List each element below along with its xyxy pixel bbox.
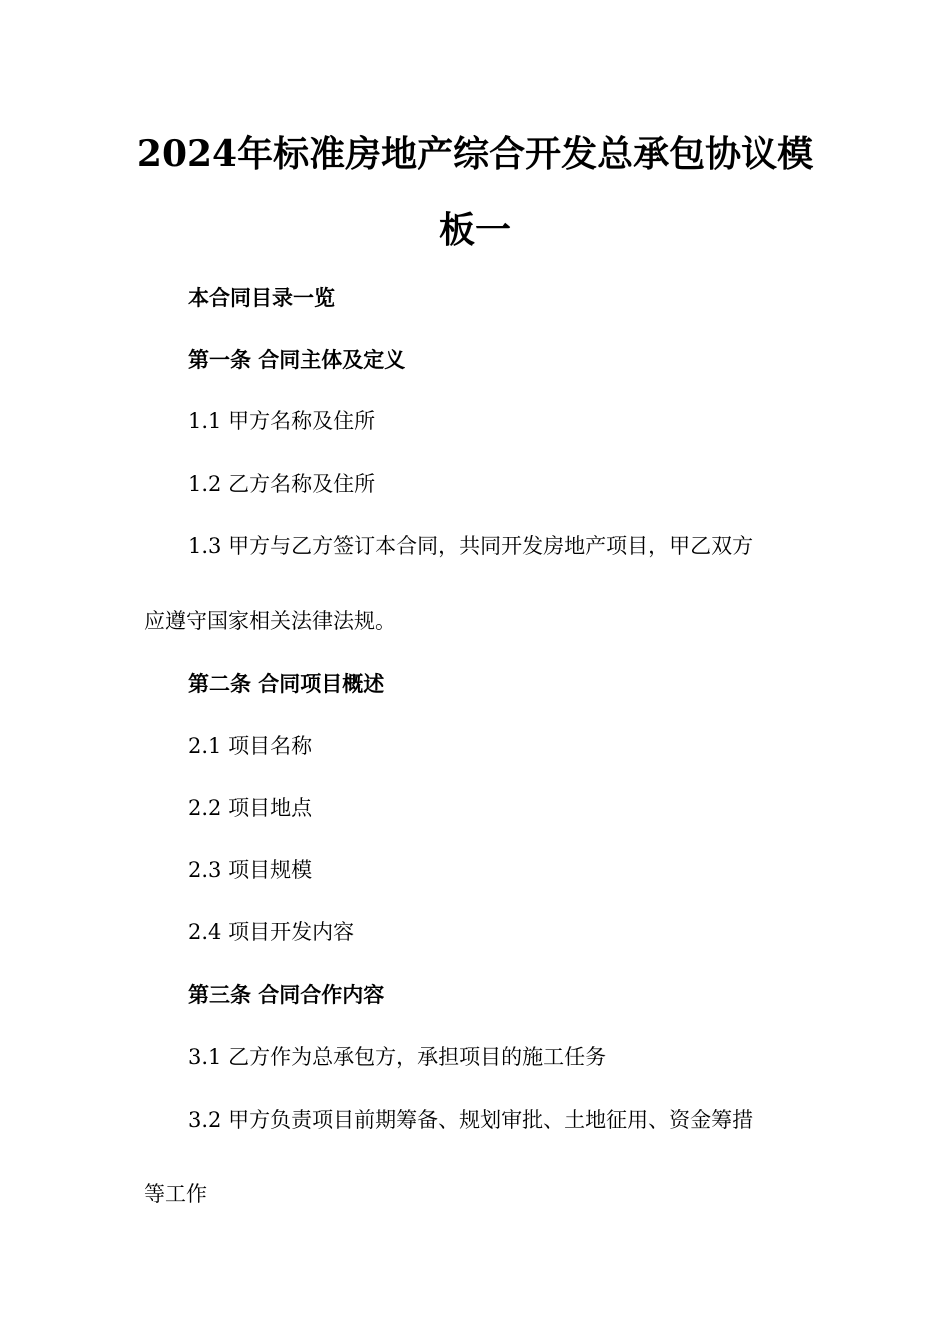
article2-heading: 第二条 合同项目概述: [188, 671, 385, 696]
article3-item-1: 3.1 乙方作为总承包方，承担项目的施工任务: [188, 1045, 607, 1069]
article1-item-3-continuation: 应遵守国家相关法律法规。: [144, 609, 396, 633]
article3-heading: 第三条 合同合作内容: [188, 982, 385, 1007]
article2-item-4: 2.4 项目开发内容: [188, 920, 355, 944]
article2-item-1: 2.1 项目名称: [188, 734, 313, 758]
article2-item-2: 2.2 项目地点: [188, 796, 313, 820]
article1-item-3: 1.3 甲方与乙方签订本合同，共同开发房地产项目，甲乙双方: [188, 534, 754, 558]
toc-heading: 本合同目录一览: [188, 285, 335, 310]
article1-item-2: 1.2 乙方名称及住所: [188, 472, 376, 496]
document-title-line2: 板一: [438, 209, 511, 251]
article1-heading: 第一条 合同主体及定义: [188, 347, 406, 372]
article2-item-3: 2.3 项目规模: [188, 858, 313, 882]
article1-item-1: 1.1 甲方名称及住所: [188, 409, 376, 433]
article3-item-2: 3.2 甲方负责项目前期筹备、规划审批、土地征用、资金筹措: [188, 1108, 754, 1132]
article3-item-2-continuation: 等工作: [144, 1182, 207, 1206]
document-title-line1: 2024年标准房地产综合开发总承包协议模: [136, 133, 814, 175]
